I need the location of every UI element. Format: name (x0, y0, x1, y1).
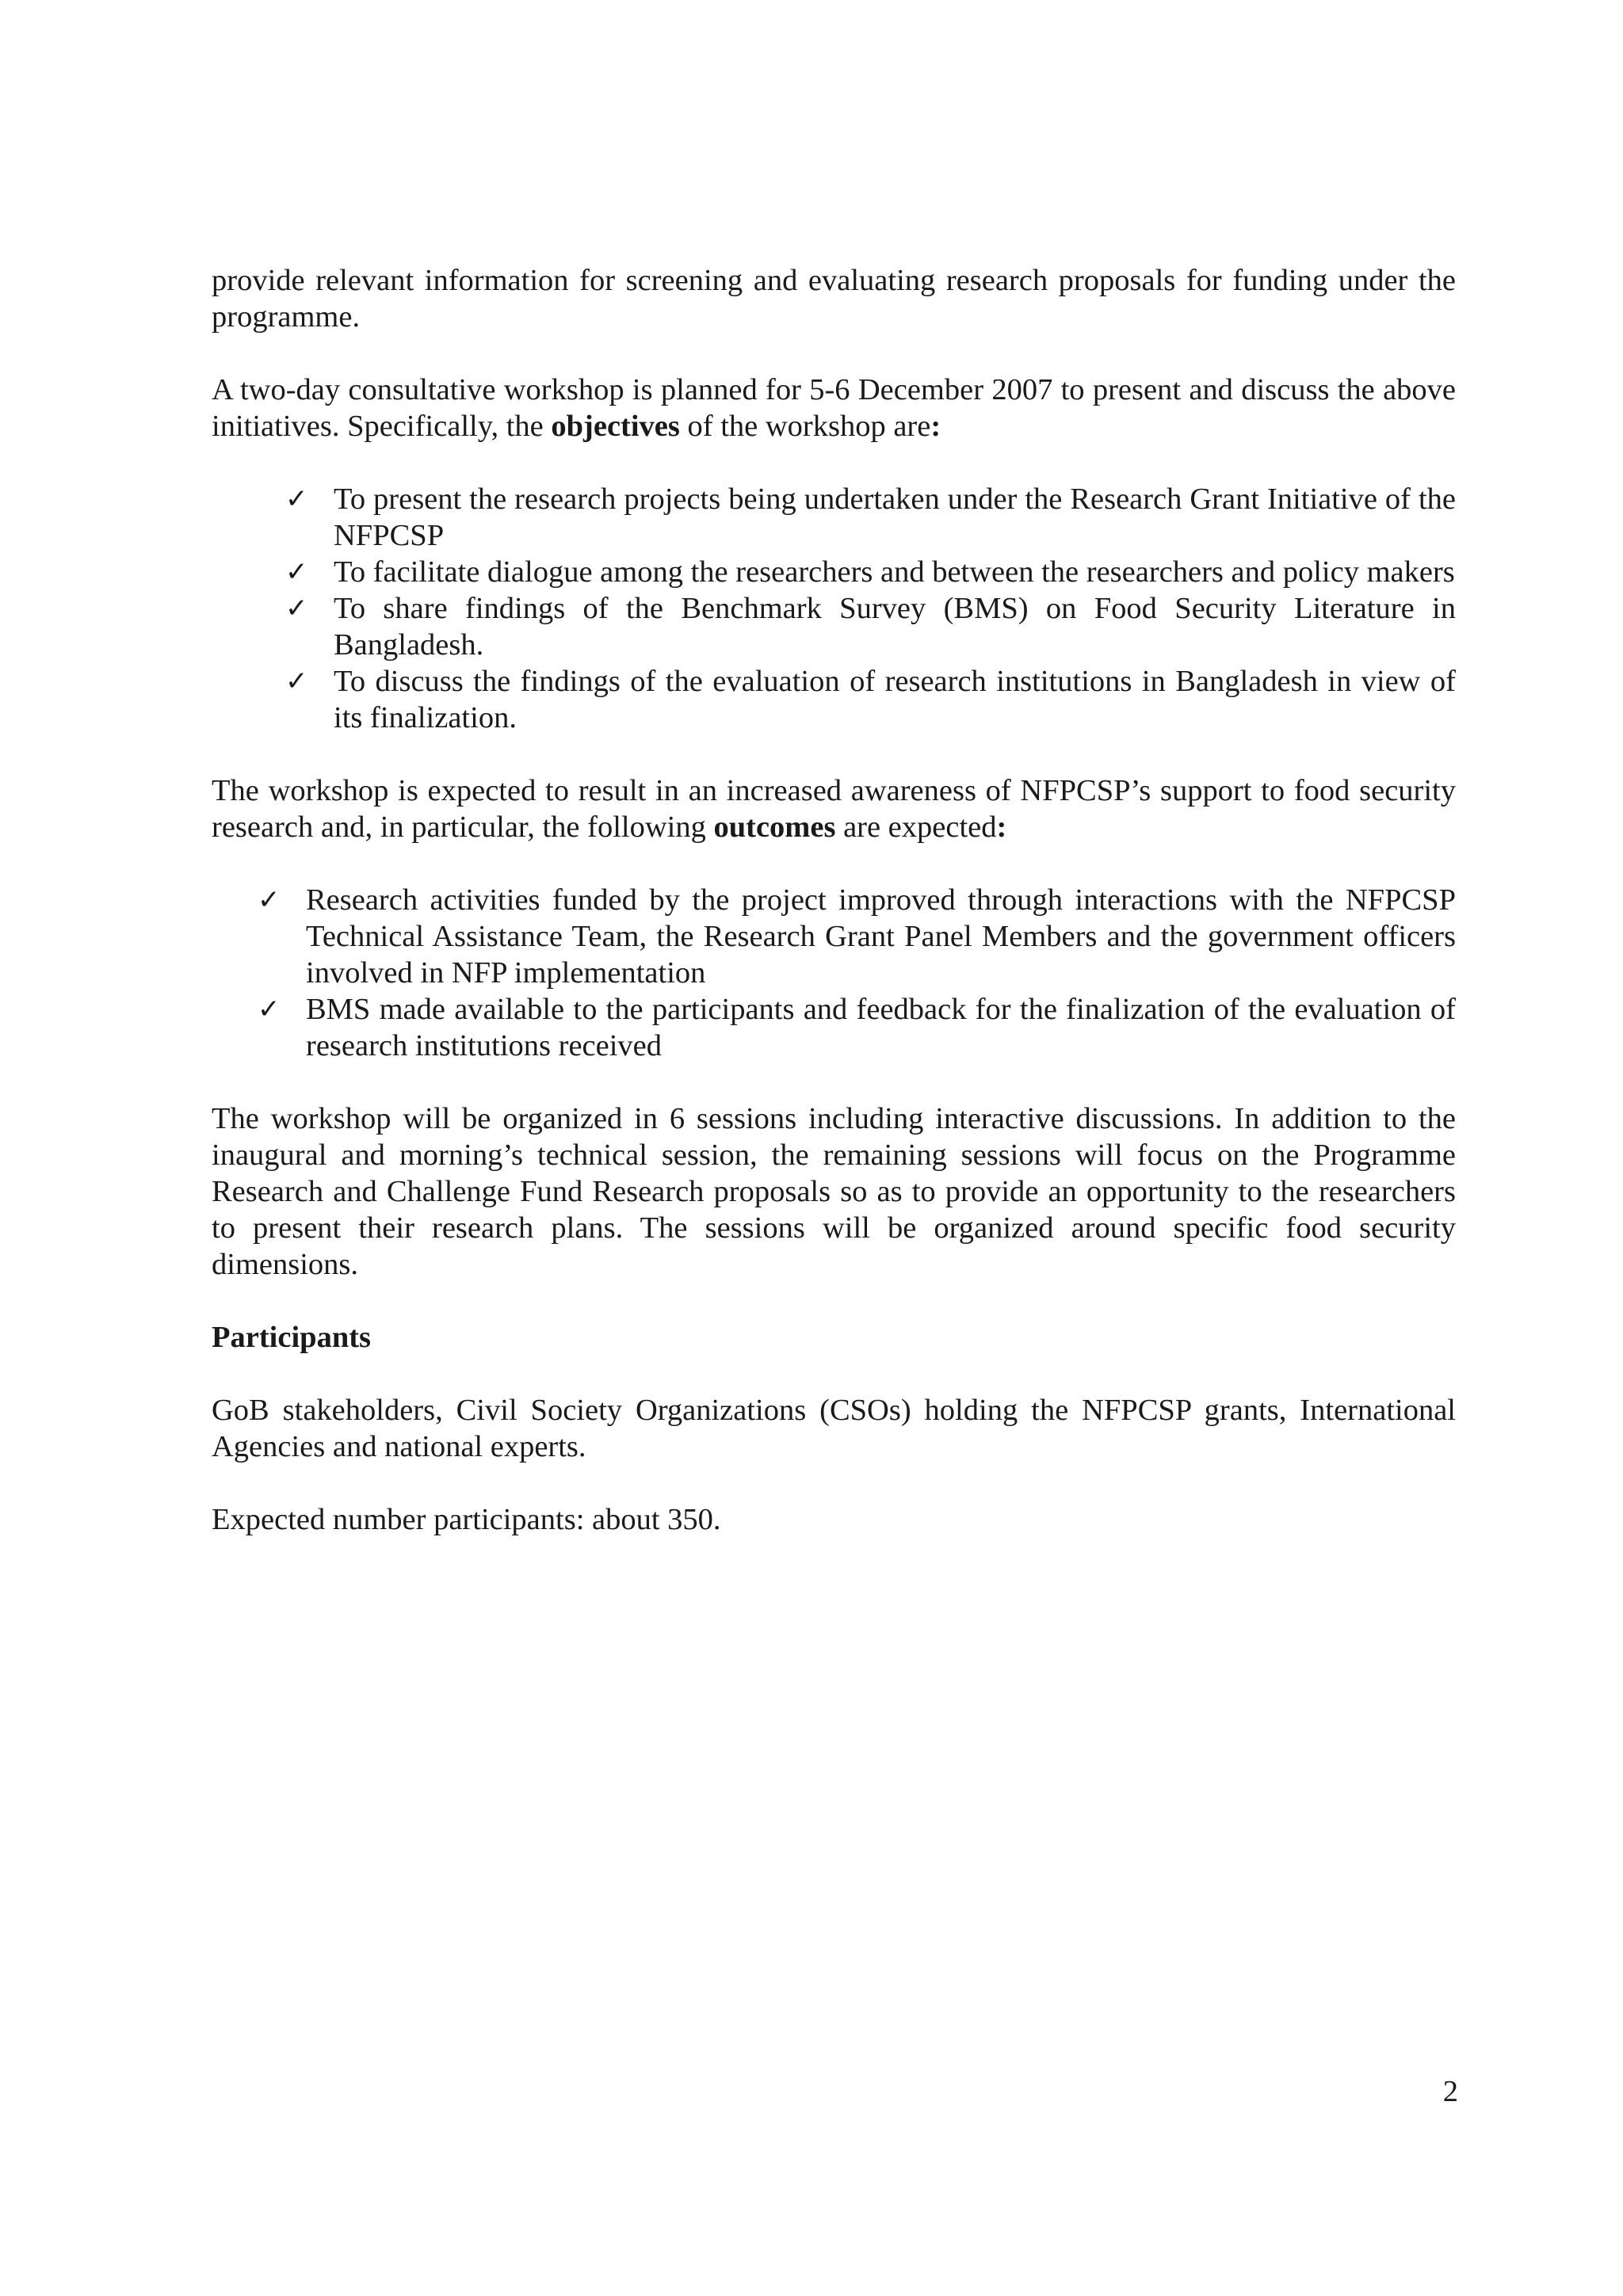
checkmark-icon: ✓ (285, 483, 308, 515)
objective-text: To share findings of the Benchmark Survey (BMS) on Food Security Literature in Bangladesh. (334, 592, 1456, 662)
page-number: 2 (1442, 2075, 1458, 2108)
objective-text: To discuss the findings of the evaluation of research institutions in Bangladesh in view of its finalization. (334, 665, 1456, 734)
checkmark-icon: ✓ (258, 884, 281, 916)
workshop-intro-text: A two-day consultative workshop is planned for 5-6 December 2007 to present and discuss the above initiatives. Specifically, the (212, 373, 1456, 443)
list-item (212, 991, 1456, 1064)
checkmark-icon: ✓ (258, 994, 281, 1025)
outcomes-intro-paragraph (212, 772, 1456, 845)
objective-text: To facilitate dialogue among the researchers and between the researchers and policy makers (334, 555, 1455, 589)
sessions-paragraph: The workshop will be organized in 6 sessions including interactive discussions. In addition to the inaugural and morning’s technical session, the remaining sessions will focus on the Programme Research and Challenge Fund Research proposals so as to provide an opportunity to the researchers to present their research plans. The sessions will be organized around specific food security dimensions. (212, 1102, 1456, 1281)
objectives-keyword: objectives (551, 410, 680, 443)
outcomes-intro-text: The workshop is expected to result in an increased awareness of NFPCSP’s support to food security research and, in particular, the following (212, 774, 1456, 844)
outcome-text: BMS made available to the participants and feedback for the finalization of the evaluation of research institutions received (306, 993, 1456, 1062)
participants-heading: Participants (212, 1321, 372, 1354)
list-item (212, 663, 1456, 736)
list-item (212, 481, 1456, 554)
list-item (212, 882, 1456, 991)
checkmark-icon: ✓ (285, 593, 308, 624)
objective-text: To present the research projects being undertaken under the Research Grant Initiative of the NFPCSP (334, 482, 1456, 552)
workshop-intro-text-end: of the workshop are (679, 410, 931, 443)
workshop-intro-colon: : (930, 410, 941, 443)
checkmark-icon: ✓ (285, 556, 308, 588)
list-item (212, 590, 1456, 663)
outcomes-keyword: outcomes (713, 810, 836, 844)
page-body (212, 262, 1456, 1538)
participants-paragraph: GoB stakeholders, Civil Society Organizations (CSOs) holding the NFPCSP grants, International Agencies and national experts. (212, 1394, 1456, 1463)
outcome-text: Research activities funded by the project improved through interactions with the NFPCSP Technical Assistance Team, the Research Grant Panel Members and the government officers involved in NFP implementation (306, 883, 1456, 990)
list-item (212, 554, 1456, 590)
outcomes-list (212, 882, 1456, 1064)
intro-continuation-paragraph: provide relevant information for screening and evaluating research proposals for funding under the programme. (212, 264, 1456, 334)
objectives-list (212, 481, 1456, 736)
checkmark-icon: ✓ (285, 666, 308, 697)
outcomes-intro-colon: : (996, 810, 1007, 844)
outcomes-intro-text-end: are expected (835, 810, 997, 844)
workshop-intro-paragraph (212, 372, 1456, 444)
expected-participants-paragraph: Expected number participants: about 350. (212, 1503, 721, 1536)
